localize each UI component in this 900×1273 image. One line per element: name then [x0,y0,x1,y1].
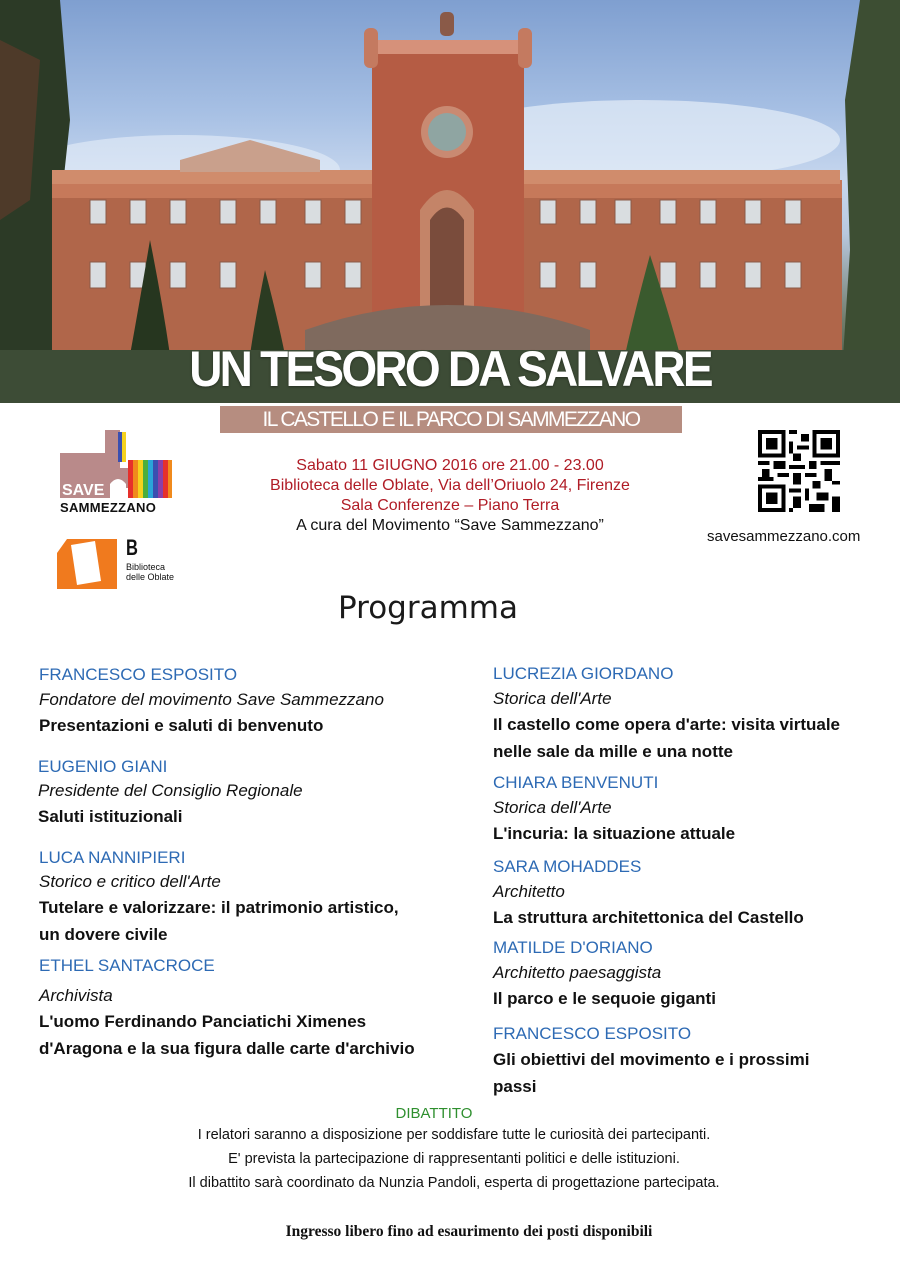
speaker-francesco-esposito-closing: FRANCESCO ESPOSITO Gli obiettivi del movimento e i prossimi passi [493,1024,810,1096]
speaker-ethel-santacroce: ETHEL SANTACROCE Archivista L'uomo Ferdinando Panciatichi Ximenes d'Aragona e la sua figura dalle carte d'archivio [39,956,415,1058]
dibattito-line: I relatori saranno a disposizione per soddisfare tutte le curiosità dei partecipanti. [197,1127,711,1143]
oblate-logo-name: Biblioteca delle Oblate [126,562,175,582]
qr-code-icon[interactable] [757,430,841,512]
speaker-eugenio-giani: EUGENIO GIANI Presidente del Consiglio Regionale Saluti istituzionali [38,757,303,826]
speaker-chiara-benvenuti: CHIARA BENVENUTI Storica dell'Arte L'incuria: la situazione attuale [493,773,736,843]
biblioteca-oblate-logo [57,535,119,589]
save-logo-name: SAMMEZZANO [60,500,157,515]
event-room: Sala Conferenze – Piano Terra [340,497,560,514]
hero-castle-image [0,0,900,403]
dibattito-line: Il dibattito sarà coordinato da Nunzia Pandoli, esperta di progettazione partecipata. [188,1175,720,1191]
free-entry-note: Ingresso libero fino ad esaurimento dei posti disponibili [285,1223,653,1240]
oblate-logo-letter: B [126,535,138,560]
dibattito-line: E' prevista la partecipazione di rappresentanti politici e delle istituzioni. [228,1151,680,1167]
speaker-matilde-doriano: MATILDE D'ORIANO Architetto paesaggista Il parco e le sequoie giganti [493,938,716,1008]
subtitle-band: IL CASTELLO E IL PARCO DI SAMMEZZANO [220,406,682,433]
speaker-sara-mohaddes: SARA MOHADDES Architetto La struttura architettonica del Castello [493,857,804,927]
hero-title: UN TESORO DA SALVARE [189,341,711,397]
save-logo-word: SAVE [62,482,105,499]
website-url[interactable]: savesammezzano.com [707,528,861,545]
event-date-time: Sabato 11 GIUGNO 2016 ore 21.00 - 23.00 [296,457,604,474]
speaker-luca-nannipieri: LUCA NANNIPIERI Storico e critico dell'Arte Tutelare e valorizzare: il patrimonio artistico, un dovere civile [39,848,399,944]
speaker-francesco-esposito: FRANCESCO ESPOSITO Fondatore del movimento Save Sammezzano Presentazioni e saluti di benvenuto [39,665,384,735]
programma-title: Programma [338,590,518,626]
event-organizer: A cura del Movimento “Save Sammezzano” [296,517,604,534]
event-venue: Biblioteca delle Oblate, Via dell’Oriuolo 24, Firenze [270,477,630,494]
speaker-lucrezia-giordano: LUCREZIA GIORDANO Storica dell'Arte Il castello come opera d'arte: visita virtuale nelle sale da mille e una notte [493,664,841,761]
dibattito-title: DIBATTITO [395,1105,473,1122]
event-info [240,456,660,536]
